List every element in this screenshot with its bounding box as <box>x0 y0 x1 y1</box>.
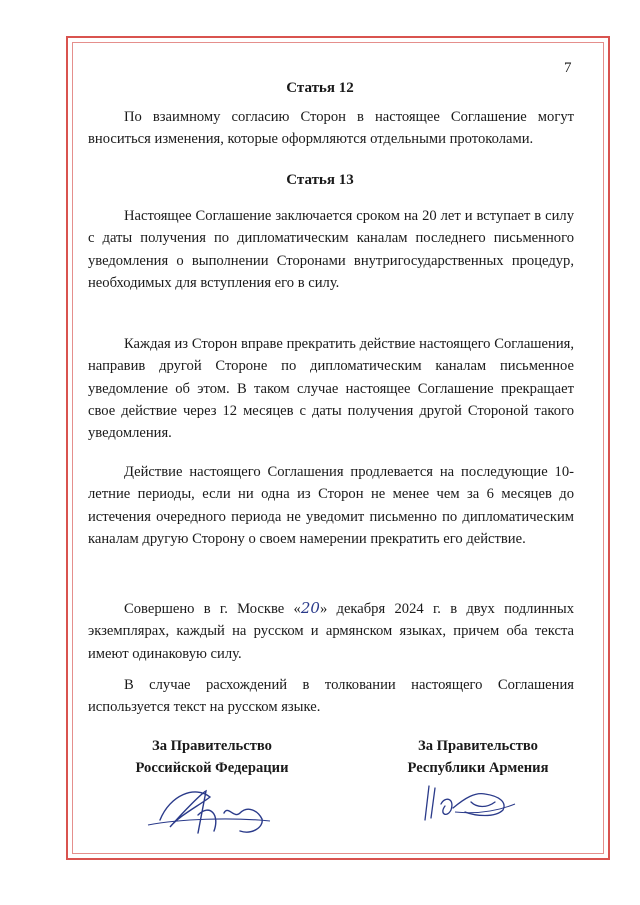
article-13-paragraph-2: Каждая из Сторон вправе прекратить действие настоящего Соглашения, направив другой Стороне по дипломатическим каналам письменное уведомление об этом. В таком случае настоящее Соглашение прекращает свое действие через 12 месяцев с даты получения другой Стороной такого уведомления. <box>88 336 574 442</box>
signatory-armenia-line-2: Республики Армения <box>407 760 549 776</box>
signatory-russia-line-2: Российской Федерации <box>135 760 289 776</box>
signatory-russia-line-1: За Правительство <box>152 738 272 754</box>
signing-place-text: Совершено в г. Москве « <box>124 601 301 617</box>
page-border-inner <box>72 42 604 854</box>
article-13-paragraph-5: В случае расхождений в толковании настоящего Соглашения используется текст на русском языке. <box>88 677 574 716</box>
signature-russia <box>140 775 280 845</box>
signing-date-text: » декабря 2024 г. в двух подлинных экземплярах, каждый на русском и армянском языках, причем оба текста имеют одинаковую силу. <box>88 601 574 662</box>
page-number: 7 <box>564 60 572 76</box>
article-13-paragraph-3: Действие настоящего Соглашения продлевается на последующие 10-летние периоды, если ни одна из Сторон не менее чем за 6 месяцев до истечения очередного периода не уведомит письменно по дипломатическим каналам другую Сторону о своем намерении прекратить его действие. <box>88 464 574 547</box>
signatory-armenia-line-1: За Правительство <box>418 738 538 754</box>
signatory-russia <box>112 735 312 779</box>
article-13-paragraph-1: Настоящее Соглашение заключается сроком на 20 лет и вступает в силу с даты получения по дипломатическим каналам последнего письменного уведомления о выполнении Сторонами внутригосударственных процедур, необходимых для вступления его в силу. <box>88 208 574 291</box>
signature-armenia <box>415 768 525 828</box>
article-13-paragraph-4 <box>88 597 574 665</box>
article-12-paragraph-1: По взаимному согласию Сторон в настоящее Соглашение могут вноситься изменения, которые оформляются отдельными протоколами. <box>88 109 574 148</box>
signing-day-handwritten: 20 <box>300 599 320 617</box>
article-13-title: Статья 13 <box>286 172 354 188</box>
article-12-title: Статья 12 <box>286 80 354 96</box>
